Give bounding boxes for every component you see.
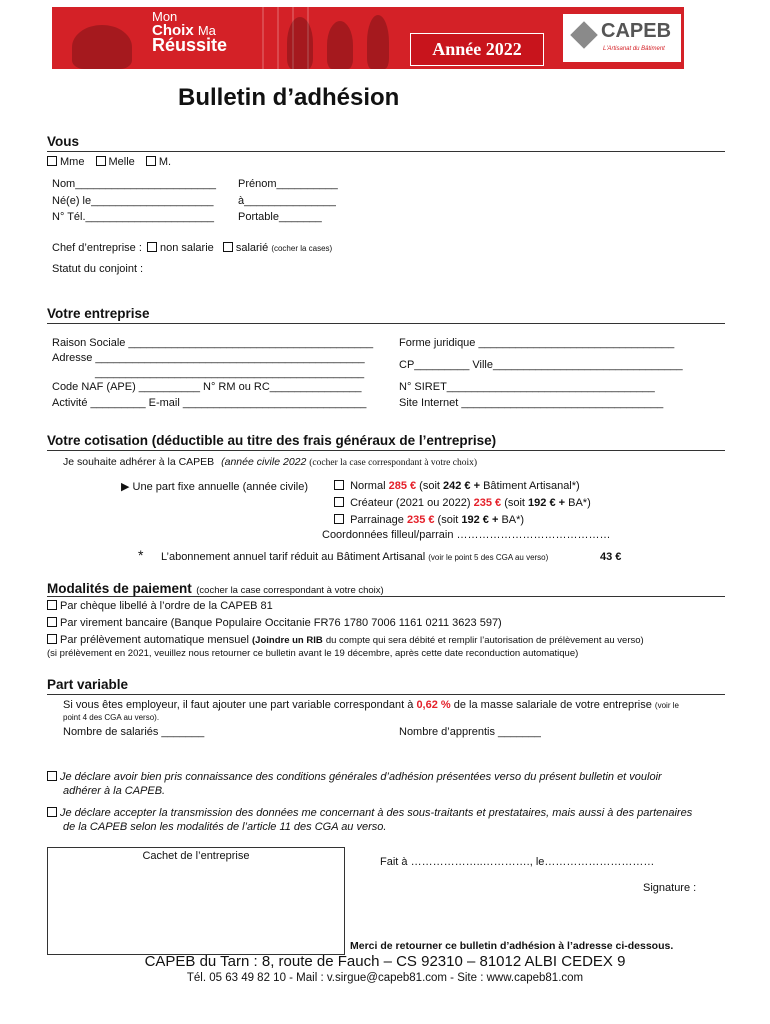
- parrainage-detail-c: BA*): [501, 514, 525, 526]
- year-badge: Année 2022: [410, 33, 544, 66]
- field-code-naf[interactable]: Code NAF (APE) __________ N° RM ou RC_______________: [52, 381, 362, 393]
- intro-text: Je souhaite adhérer à la CAPEB: [63, 456, 215, 468]
- capeb-logo: [563, 14, 681, 62]
- non-salarie-label: non salarie: [159, 242, 214, 254]
- section-divider: [47, 450, 725, 451]
- section-vous-title: Vous: [47, 134, 80, 149]
- declaration-2[interactable]: [47, 807, 692, 819]
- field-cp-ville[interactable]: CP_________ Ville_______________________________: [399, 359, 683, 371]
- abonnement-price: 43 €: [600, 551, 622, 563]
- checkbox-label: M.: [158, 156, 172, 168]
- parrainage-detail-a: (soit: [437, 514, 459, 526]
- option-createur[interactable]: [334, 497, 591, 509]
- checkbox-declaration-2[interactable]: [47, 807, 57, 817]
- part-fixe-row: [121, 480, 308, 493]
- parrainage-label: Parrainage: [350, 514, 404, 526]
- checkbox-non-salarie[interactable]: [147, 242, 157, 252]
- option-prelevement[interactable]: [47, 634, 644, 646]
- abonnement-label: L’abonnement annuel tarif réduit au Bâtiment Artisanal: [161, 551, 426, 563]
- normal-detail-a: (soit: [419, 480, 440, 492]
- field-lieu[interactable]: à_______________: [238, 195, 336, 207]
- field-adresse[interactable]: Adresse ____________________________________________: [52, 352, 365, 364]
- cachet-box[interactable]: [47, 847, 345, 955]
- section-divider: [47, 151, 725, 152]
- checkbox-mme[interactable]: [47, 156, 84, 168]
- logo-line1: Mon: [152, 9, 178, 24]
- section-variable-title: Part variable: [47, 677, 129, 692]
- field-siret[interactable]: N° SIRET__________________________________: [399, 381, 655, 393]
- section-entreprise-title: Votre entreprise: [47, 306, 150, 321]
- cotisation-intro: [63, 456, 477, 468]
- abonnement-note: (voir le point 5 des CGA au verso): [428, 553, 549, 562]
- org-logo-name: CAPEB: [601, 20, 672, 42]
- declaration-1-line2: adhérer à la CAPEB.: [63, 785, 166, 797]
- intro-paren: (année civile 2022: [221, 456, 307, 468]
- prelevement-label: Par prélèvement automatique mensuel: [60, 634, 249, 646]
- createur-detail-b: 192 € +: [528, 497, 566, 509]
- declaration-1[interactable]: [47, 771, 662, 783]
- createur-detail-a: (soit: [504, 497, 525, 509]
- variable-text-b: de la masse salariale de votre entreprise: [453, 699, 652, 711]
- salarie-label: salarié: [235, 242, 269, 254]
- variable-note: (voir le: [654, 701, 679, 710]
- field-coordonnees-filleul[interactable]: Coordonnées filleul/parrain ……………………………………: [322, 529, 611, 541]
- checkbox-parrainage[interactable]: [334, 514, 344, 524]
- field-nombre-apprentis[interactable]: Nombre d’apprentis _______: [399, 726, 541, 738]
- checkbox-m[interactable]: [146, 156, 171, 168]
- checkbox-createur[interactable]: [334, 497, 344, 507]
- signature-label[interactable]: Signature :: [643, 882, 697, 894]
- checkbox-normal[interactable]: [334, 480, 344, 490]
- paiement-note: (cocher la case correspondant à votre choix): [196, 585, 384, 596]
- createur-detail-c: BA*): [568, 497, 591, 509]
- normal-price: 285 €: [388, 480, 417, 492]
- section-paiement-title: Modalités de paiement: [47, 581, 192, 596]
- checkbox-declaration-1[interactable]: [47, 771, 57, 781]
- abonnement-row: [161, 551, 548, 563]
- checkbox-label: Mme: [60, 156, 85, 168]
- campaign-logo: [152, 9, 228, 55]
- intro-note: (cocher la case correspondant à votre choix): [309, 458, 478, 468]
- field-fait-a[interactable]: Fait à ………………..…………., le…………………………: [380, 856, 655, 868]
- logo-line2: Choix: [152, 22, 194, 39]
- normal-label: Normal: [350, 480, 386, 492]
- parrainage-detail-b: 192 € +: [461, 514, 499, 526]
- field-adresse-line2[interactable]: ____________________________________________: [95, 367, 365, 379]
- prelevement-bold: (Joindre un RIB: [252, 635, 323, 646]
- checkbox-virement[interactable]: [47, 617, 57, 627]
- normal-detail-c: Bâtiment Artisanal*): [483, 480, 580, 492]
- createur-label: Créateur (2021 ou 2022): [350, 497, 471, 509]
- footer-contact: Tél. 05 63 49 82 10 - Mail : v.sirgue@capeb81.com - Site : www.capeb81.com: [186, 972, 584, 984]
- option-parrainage[interactable]: [334, 514, 524, 526]
- field-portable[interactable]: Portable_______: [238, 211, 322, 223]
- field-forme-juridique[interactable]: Forme juridique ________________________________: [399, 337, 675, 349]
- variable-note-line2: point 4 des CGA au verso).: [63, 713, 160, 722]
- footer-address: CAPEB du Tarn : 8, route de Fauch – CS 92310 – 81012 ALBI CEDEX 9: [144, 953, 626, 970]
- variable-text: [63, 699, 679, 711]
- logo-line3: Réussite: [152, 35, 228, 55]
- chef-label: Chef d’entreprise :: [52, 242, 142, 254]
- declaration-2-line1: Je déclare accepter la transmission des données me concernant à des sous-traitants et prestataires, mais aussi à des partenaires: [60, 807, 693, 819]
- field-statut-conjoint[interactable]: Statut du conjoint :: [52, 263, 144, 275]
- section-cotisation-title: Votre cotisation (déductible au titre des frais généraux de l’entreprise): [47, 433, 497, 448]
- field-nom[interactable]: Nom_______________________: [52, 178, 216, 190]
- prelevement-rest: du compte qui sera débité et remplir l’autorisation de prélèvement au verso): [325, 635, 644, 646]
- section-divider: [47, 596, 725, 597]
- virement-label: Par virement bancaire (Banque Populaire Occitanie FR76 1780 7006 1161 0211 3623 597): [60, 617, 502, 629]
- checkbox-box[interactable]: [47, 156, 57, 166]
- field-site-internet[interactable]: Site Internet _________________________________: [399, 397, 664, 409]
- field-raison-sociale[interactable]: Raison Sociale ________________________________________: [52, 337, 374, 349]
- field-prenom[interactable]: Prénom__________: [238, 178, 338, 190]
- cheque-label: Par chèque libellé à l’ordre de la CAPEB 81: [60, 600, 273, 612]
- declaration-2-line2: de la CAPEB selon les modalités de l’article 11 des CGA au verso.: [63, 821, 387, 833]
- option-virement[interactable]: [47, 617, 502, 629]
- parrainage-price: 235 €: [406, 514, 435, 526]
- normal-detail-b: 242 € +: [443, 480, 481, 492]
- part-fixe-label: Une part fixe annuelle (année civile): [132, 481, 309, 493]
- chef-entreprise-row: [52, 242, 332, 254]
- prelevement-note: (si prélèvement en 2021, veuillez nous retourner ce bulletin avant le 19 décembre, après cette date reconduction automatique): [47, 648, 579, 659]
- checkbox-cheque[interactable]: [47, 600, 57, 610]
- section-divider: [47, 323, 725, 324]
- checkbox-label: Melle: [108, 156, 135, 168]
- logo-line2b: Ma: [197, 23, 216, 38]
- checkbox-melle[interactable]: [96, 156, 135, 168]
- cocher-note: (cocher la cases): [271, 244, 333, 253]
- option-normal[interactable]: [334, 480, 580, 492]
- variable-pct: 0,62 %: [416, 699, 451, 711]
- page-title: Bulletin d’adhésion: [178, 84, 400, 111]
- arrow-right-icon: ▶: [121, 481, 130, 493]
- checkbox-salarie[interactable]: [223, 242, 233, 252]
- field-naissance[interactable]: Né(e) le____________________: [52, 195, 214, 207]
- section-divider: [47, 694, 725, 695]
- checkbox-box[interactable]: [96, 156, 106, 166]
- createur-price: 235 €: [473, 497, 502, 509]
- option-cheque[interactable]: [47, 600, 273, 612]
- field-nombre-salaries[interactable]: Nombre de salariés _______: [63, 726, 205, 738]
- cachet-label: Cachet de l’entreprise: [142, 850, 250, 862]
- org-logo-tagline: L'Artisanat du Bâtiment: [603, 46, 665, 52]
- asterisk-marker: *: [138, 547, 144, 563]
- merci-text: Merci de retourner ce bulletin d’adhésion à l’adresse ci-dessous.: [350, 940, 674, 952]
- civility-options: [47, 156, 171, 168]
- checkbox-prelevement[interactable]: [47, 634, 57, 644]
- checkbox-box[interactable]: [146, 156, 156, 166]
- variable-text-a: Si vous êtes employeur, il faut ajouter une part variable correspondant à: [63, 699, 414, 711]
- declaration-1-line1: Je déclare avoir bien pris connaissance des conditions générales d’adhésion présentées verso du présent bulletin et vouloir: [60, 771, 662, 783]
- field-activite[interactable]: Activité _________ E-mail ______________________________: [52, 397, 367, 409]
- field-tel[interactable]: N° Tél._____________________: [52, 211, 215, 223]
